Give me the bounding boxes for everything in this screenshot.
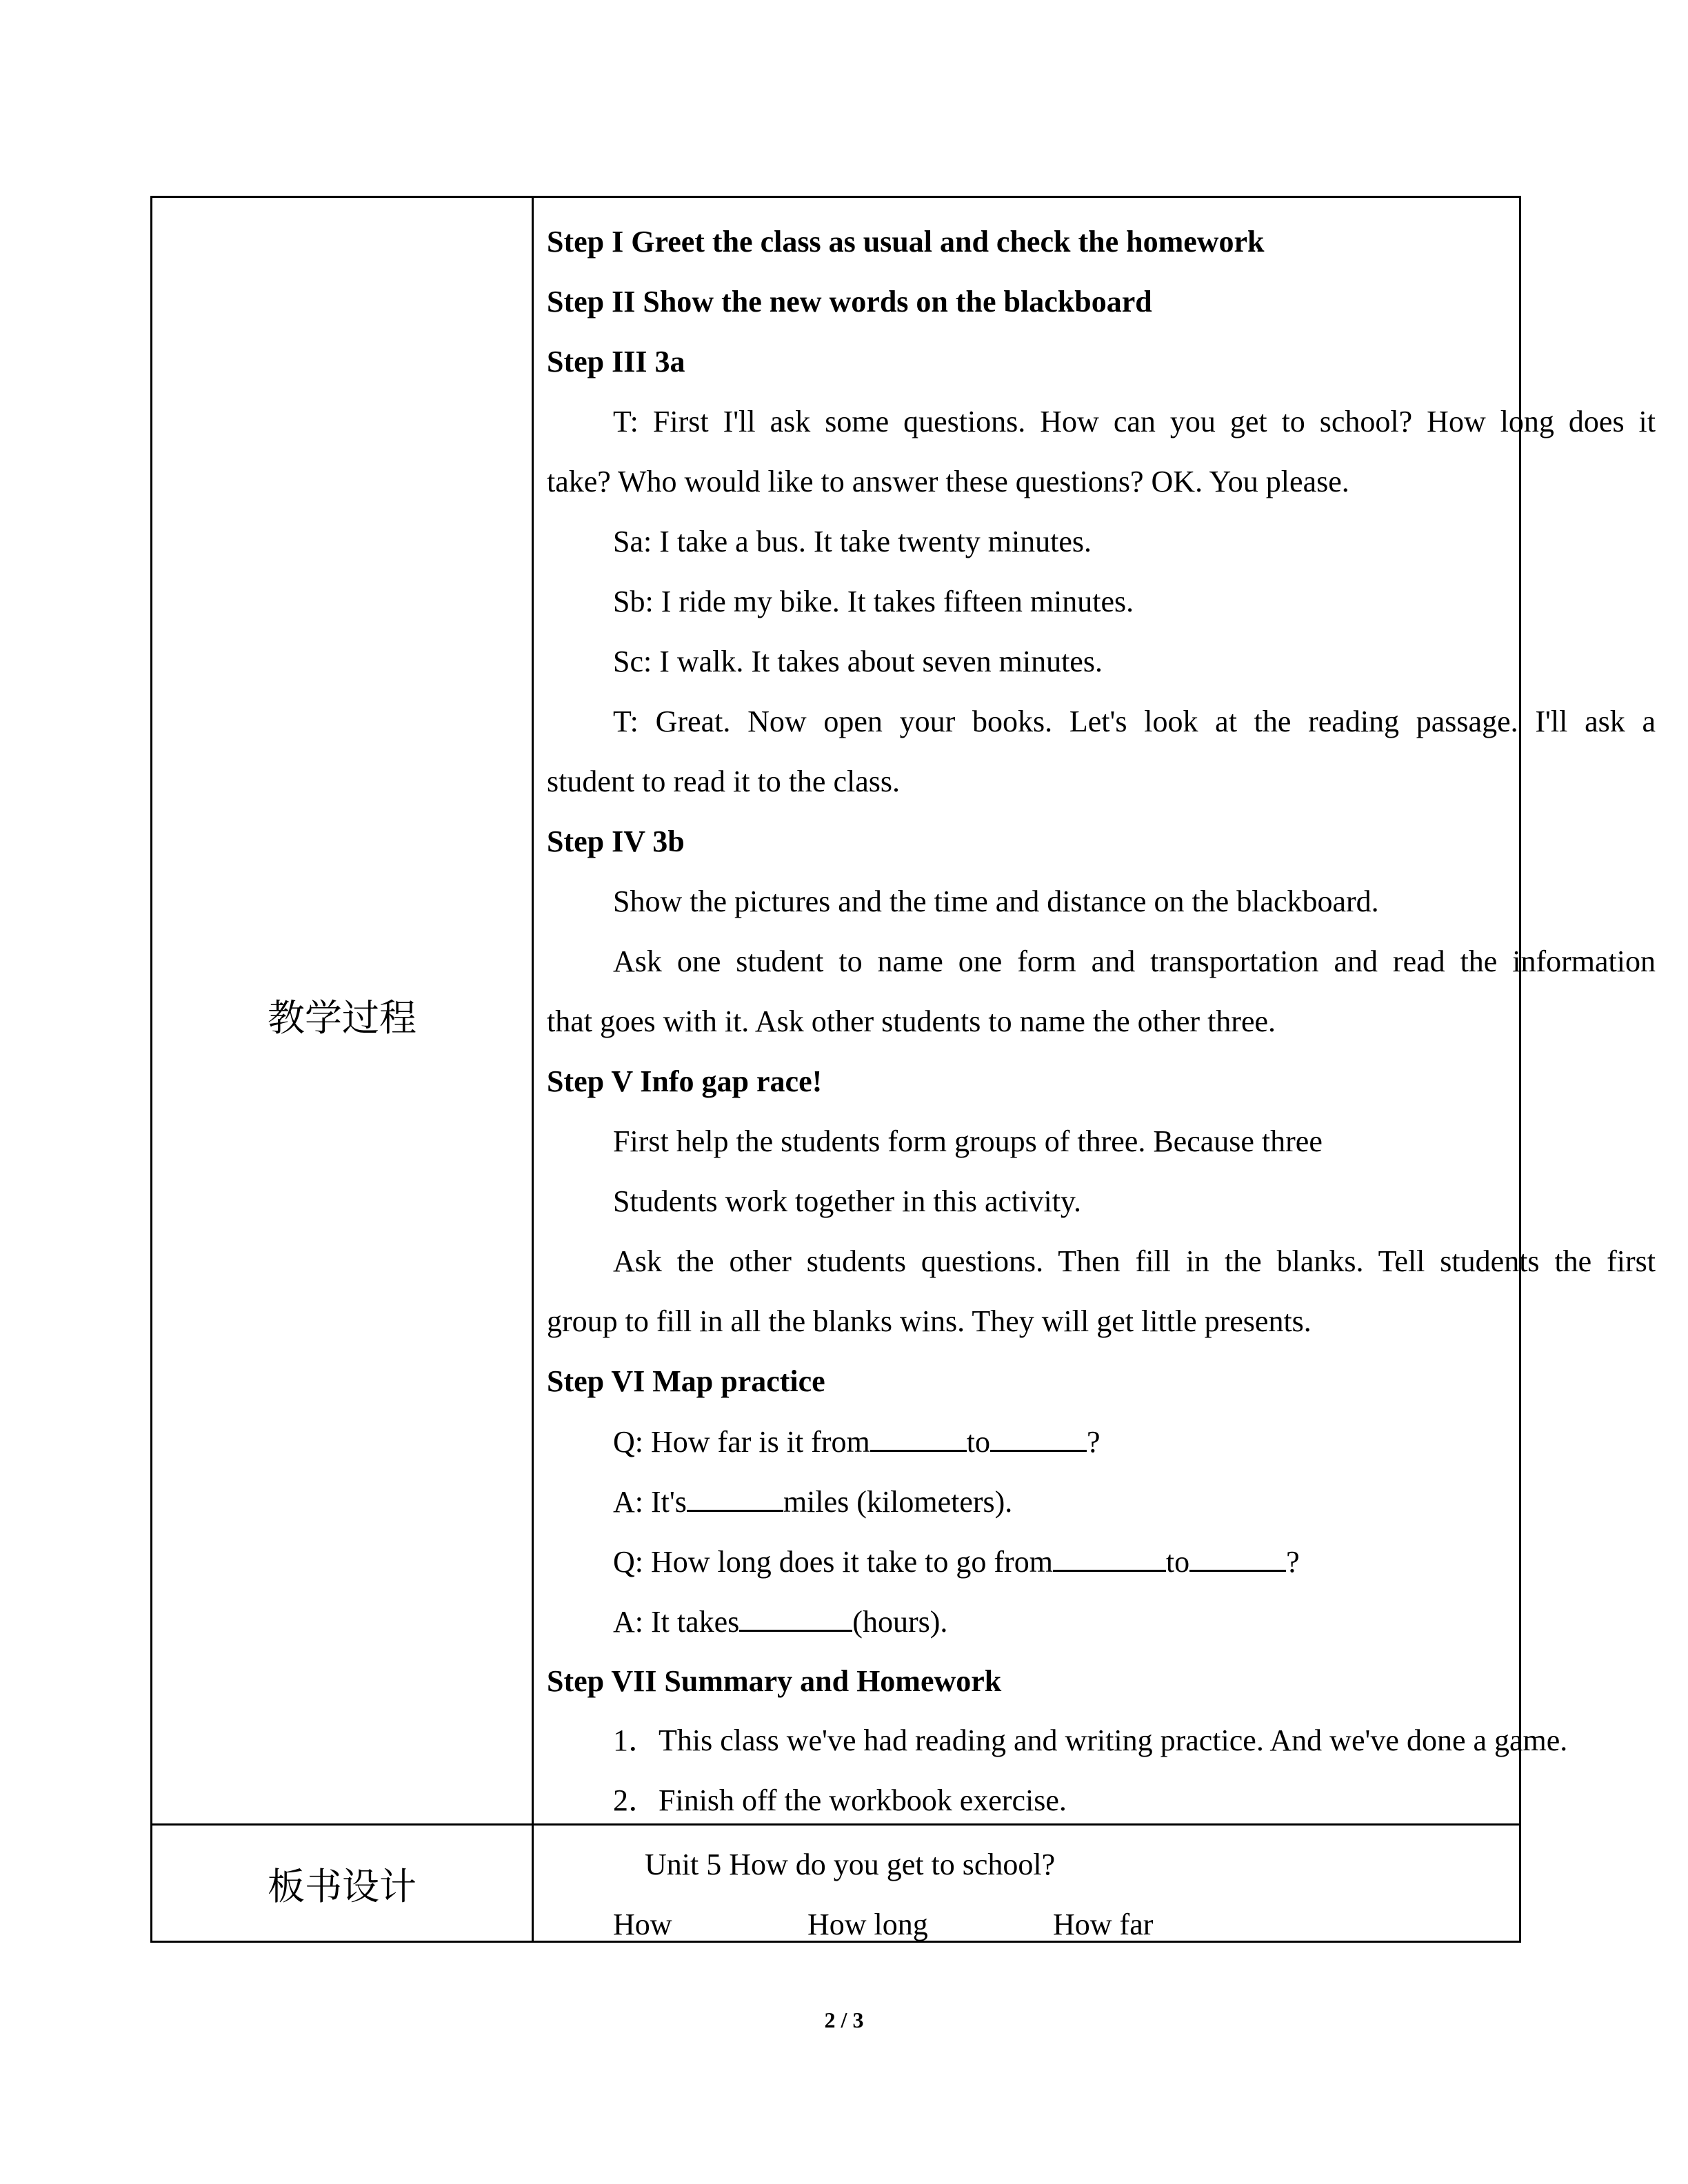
board-col-how-long: How long (807, 1908, 928, 1941)
question-text: Q: How far is it from (613, 1425, 870, 1459)
answer-text: miles (kilometers). (783, 1485, 1013, 1519)
board-col-how: How (613, 1908, 672, 1941)
answer-blank (1189, 1542, 1286, 1572)
row-divider (152, 1823, 1519, 1826)
teaching-process-label: 教学过程 (268, 996, 416, 1040)
step-3-heading: Step III 3a (547, 345, 685, 378)
step-3-teacher-line-3: T: Great. Now open your books. Let's look at the reading passage. I'll ask a (613, 705, 1656, 738)
question-text: to (1165, 1545, 1190, 1579)
board-col-how-far: How far (1053, 1908, 1154, 1941)
step-4-line-3: that goes with it. Ask other students to name the other three. (547, 1004, 1276, 1038)
step-4-heading: Step IV 3b (547, 825, 685, 858)
map-question-2 (613, 1542, 1656, 1581)
lesson-table (150, 196, 1656, 1943)
step-1-heading: Step I Greet the class as usual and check the homework (547, 225, 1265, 259)
question-text: Q: How long does it take to go from (613, 1545, 1053, 1579)
answer-blank (739, 1602, 852, 1632)
step-3-teacher-line-1: T: First I'll ask some questions. How can you get to school? How long does it (613, 405, 1656, 438)
board-title: Unit 5 How do you get to school? (645, 1848, 1056, 1881)
step-4-line-1: Show the pictures and the time and distance on the blackboard. (613, 884, 1379, 918)
answer-blank (1053, 1542, 1166, 1572)
step-3-teacher-line-4: student to read it to the class. (547, 765, 900, 798)
map-answer-2 (613, 1602, 1656, 1641)
column-divider (532, 198, 534, 1941)
blackboard-design-label: 板书设计 (268, 1865, 416, 1908)
answer-blank (990, 1422, 1087, 1452)
step-5-line-3: Ask the other students questions. Then fill in the blanks. Tell students the first (613, 1244, 1656, 1278)
step-7-item-2: 2．Finish off the workbook exercise. (613, 1783, 1067, 1817)
step-3-teacher-line-2: take? Who would like to answer these questions? OK. You please. (547, 465, 1349, 498)
question-text: ? (1086, 1425, 1101, 1459)
step-4-line-2: Ask one student to name one form and transportation and read the information (613, 944, 1656, 978)
answer-blank (687, 1482, 783, 1512)
step-6-heading: Step VI Map practice (547, 1364, 825, 1398)
answer-blank (870, 1422, 967, 1452)
step-7-heading: Step VII Summary and Homework (547, 1664, 1002, 1698)
step-3-student-c: Sc: I walk. It takes about seven minutes. (613, 645, 1103, 678)
step-5-line-1: First help the students form groups of three. Because three (613, 1124, 1323, 1158)
step-5-heading: Step V Info gap race! (547, 1064, 823, 1098)
step-3-student-a: Sa: I take a bus. It take twenty minutes. (613, 525, 1092, 558)
step-7-item-1: 1．This class we've had reading and writing practice. And we've done a game. (613, 1723, 1568, 1757)
map-question-1 (613, 1422, 1656, 1462)
answer-text: (hours). (852, 1605, 948, 1639)
step-5-line-2: Students work together in this activity. (613, 1184, 1082, 1218)
question-text: to (966, 1425, 990, 1459)
step-2-heading: Step II Show the new words on the blackboard (547, 285, 1152, 318)
answer-text: A: It's (613, 1485, 687, 1519)
step-3-student-b: Sb: I ride my bike. It takes fifteen minutes. (613, 585, 1134, 618)
page-number: 2 / 3 (824, 2008, 864, 2032)
map-answer-1 (613, 1482, 1656, 1521)
answer-text: A: It takes (613, 1605, 740, 1639)
step-5-line-4: group to fill in all the blanks wins. They will get little presents. (547, 1304, 1312, 1338)
question-text: ? (1286, 1545, 1300, 1579)
